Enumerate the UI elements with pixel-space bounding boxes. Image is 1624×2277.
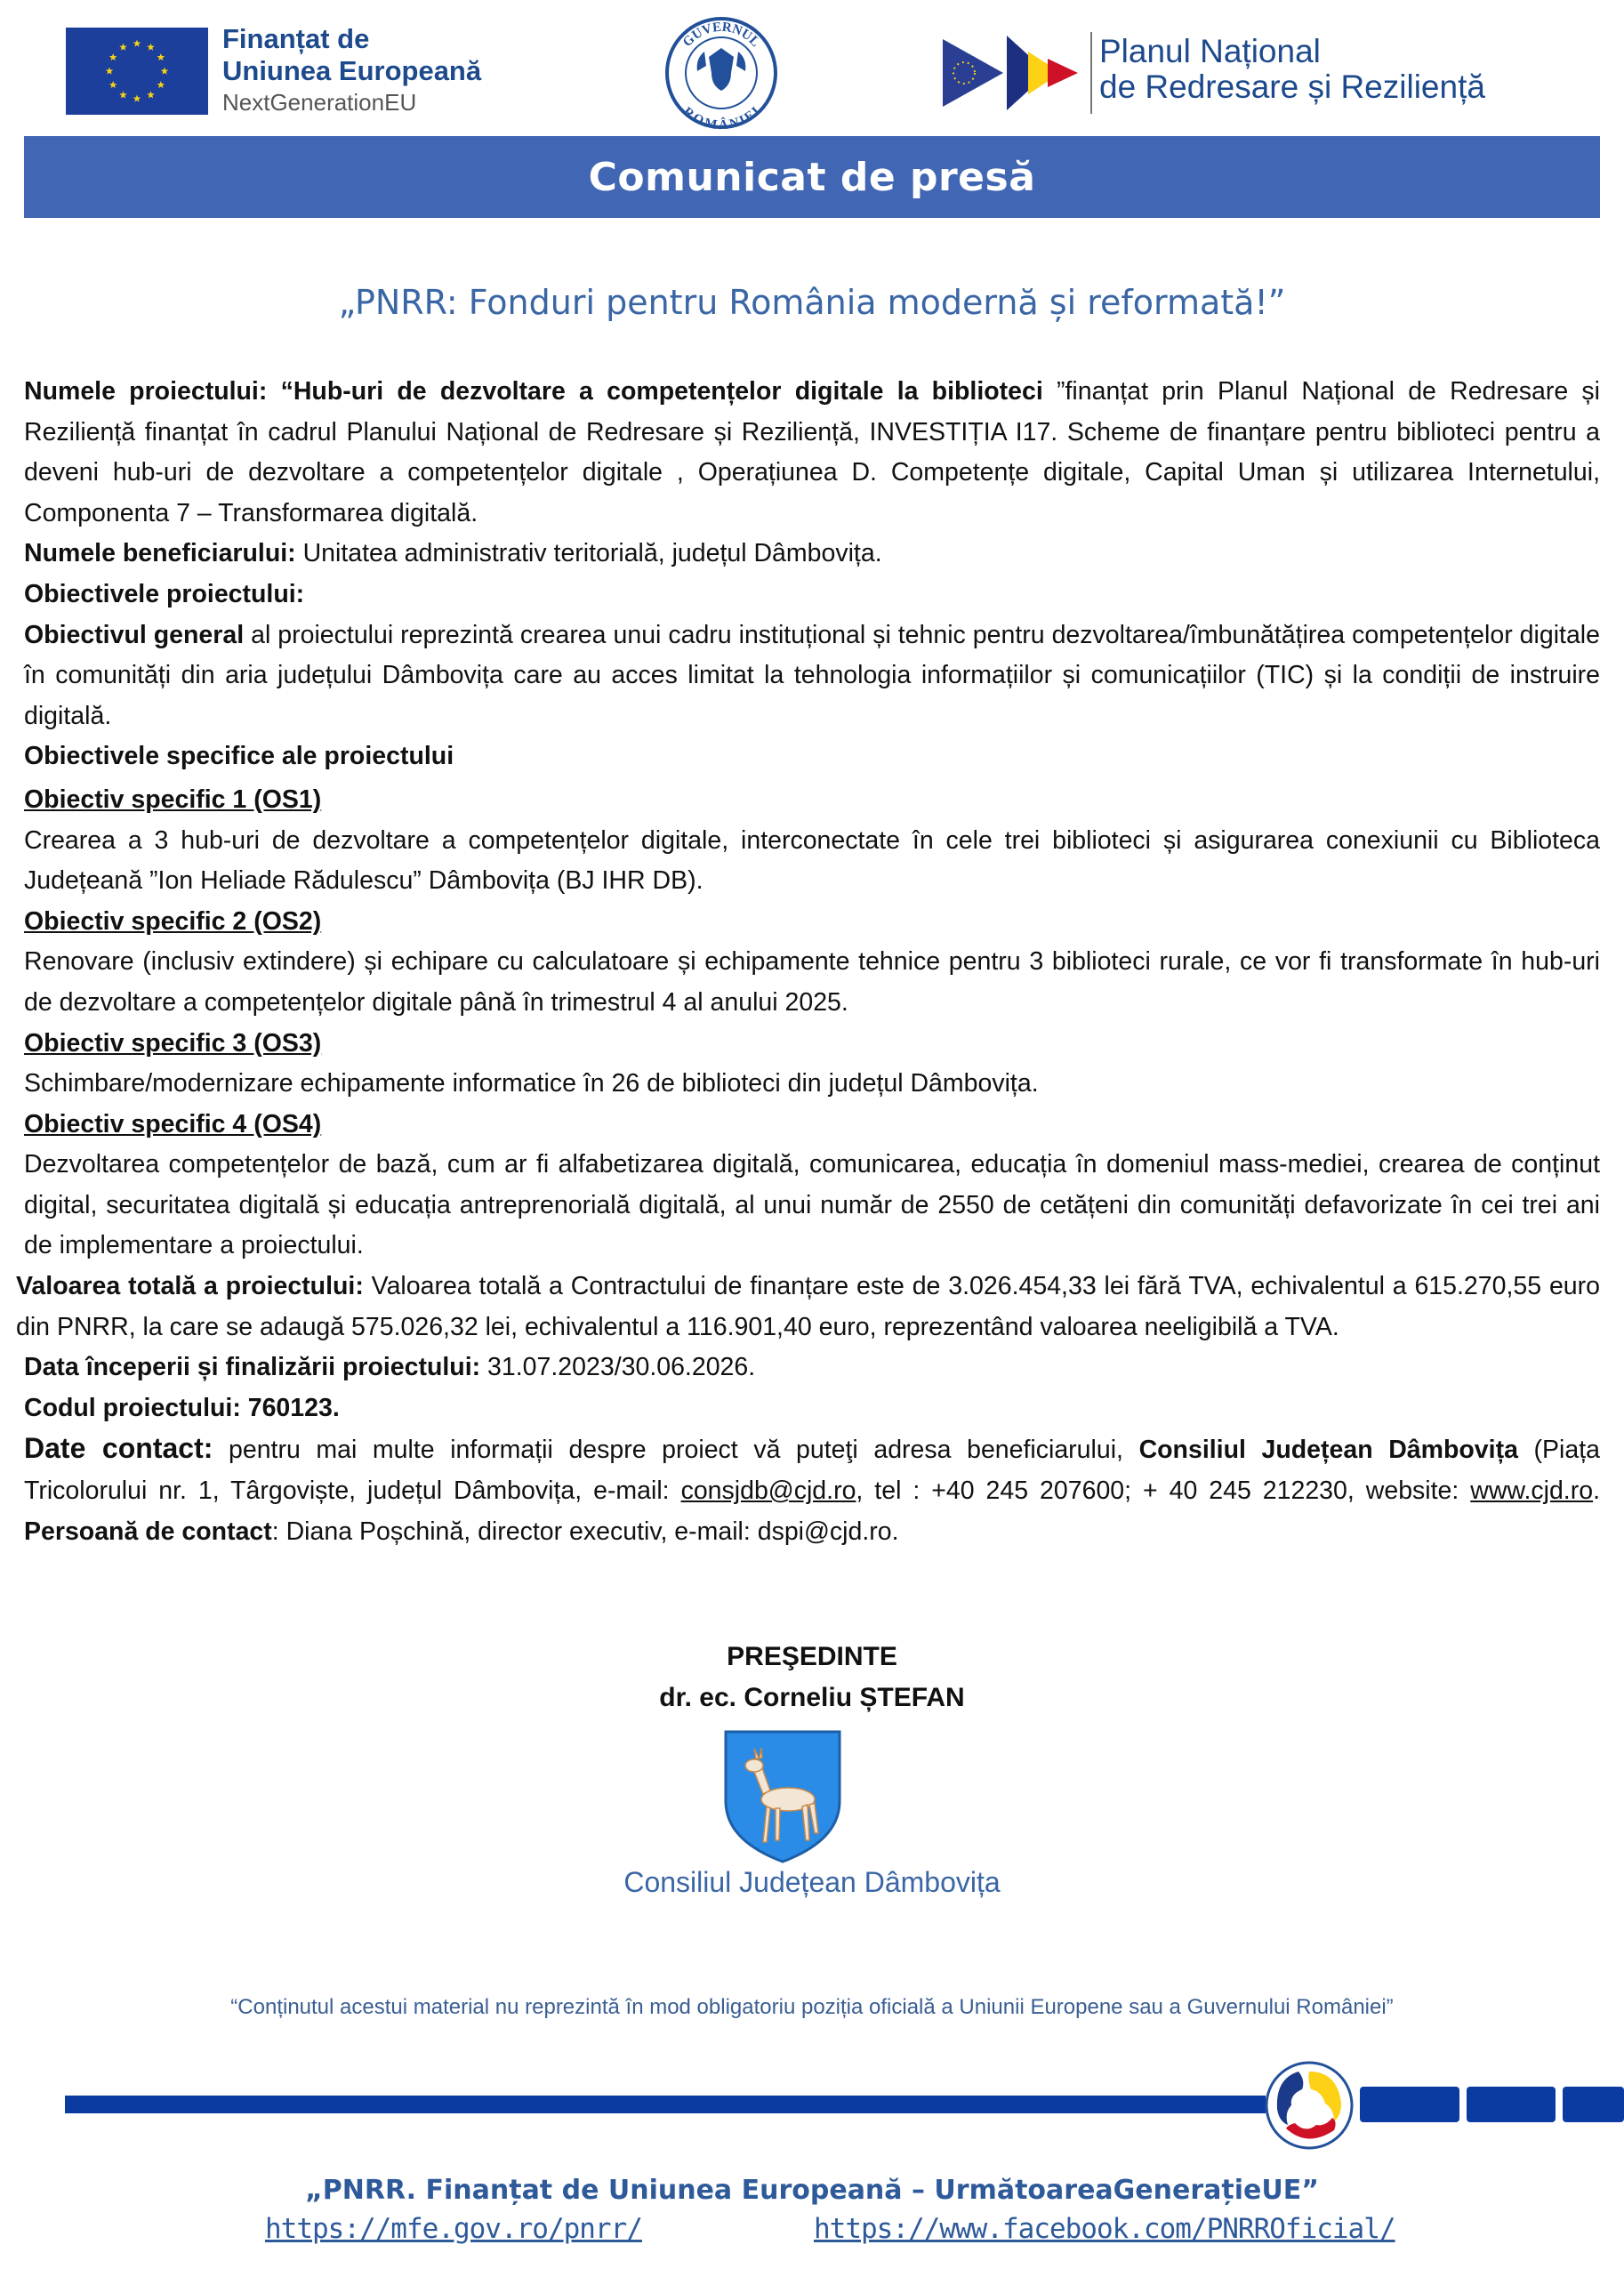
footer-segment-2 [1467, 2087, 1556, 2122]
dates-value: 31.07.2023/30.06.2026. [480, 1353, 756, 1382]
press-release-body [16, 372, 1600, 1552]
project-name-value: “Hub-uri de dezvoltare a competențelor digitale la biblioteci [280, 377, 1043, 406]
project-name-label: Numele proiectului: [24, 377, 268, 406]
contact-text-1: pentru mai multe informații despre proiect vă puteţi adresa beneficiarului, [213, 1436, 1139, 1465]
eu-star-icon [109, 81, 117, 88]
eu-star-icon [133, 40, 141, 47]
website-link[interactable]: www.cjd.ro [1470, 1476, 1594, 1506]
footer-segment-3 [1563, 2087, 1624, 2122]
beneficiary-value: Unitatea administrativ teritorială, județul Dâmbovița. [295, 539, 882, 568]
pnrr-arrow-logo [941, 32, 1092, 114]
eu-star-icon [106, 68, 114, 75]
beneficiary-label: Numele beneficiarului: [24, 539, 296, 568]
government-seal-logo [660, 16, 783, 130]
total-value-paragraph [16, 1267, 1600, 1348]
footer-slogan: „PNRR. Finanțat de Uniunea Europeană – UrmătoareaGenerațieUE” [305, 2175, 1319, 2206]
pnrr-logo-line2: de Redresare și Reziliență [1099, 68, 1485, 105]
eu-star-icon [147, 91, 155, 98]
project-name-paragraph [24, 372, 1600, 534]
banner-title: Comunicat de presă [588, 154, 1036, 200]
specific-objective-4-title [24, 1105, 1600, 1146]
mfe-pnrr-link[interactable]: https://mfe.gov.ro/pnrr/ [265, 2213, 642, 2245]
contact-paragraph [24, 1428, 1600, 1552]
eu-star-icon [133, 95, 141, 102]
pnrr-logo-text [1099, 34, 1485, 105]
contact-text-2: (Piața Tricolorului nr. 1, Târgoviște, județul Dâmbovița, e-mail: [24, 1436, 1600, 1506]
specific-objective-2-text: Renovare (inclusiv extindere) și echipare cu calculatoare și echipamente tehnice pentru 3 biblioteci rurale, ce vor fi transformate în hub-uri de dezvoltare a competențelor digitale până în trimestrul 4 al anului 2025. [24, 947, 1600, 1017]
pnrr-circle-logo-icon [1263, 2059, 1355, 2152]
project-name-description: ”finanțat prin Planul Național de Redresare și Reziliență finanțat în cadrul Planului Național de Redresare și Reziliență, INVESTIȚIA I17. Scheme de finanțare pentru biblioteci pentru a deveni hub-uri de dezvoltare a competențelor digitale , Operațiunea D. Competențe digitale, Capital Uman și utilizarea Internetului, Componenta 7 – Transformarea digitală. [24, 377, 1600, 527]
pnrr-logo-separator [1090, 32, 1092, 114]
specific-objective-3-text: Schimbare/modernizare echipamente informatice în 26 de biblioteci din județul Dâmbovița. [24, 1069, 1039, 1098]
total-value-text: Valoarea totală a Contractului de finanțare este de 3.026.454,33 lei fără TVA, echivalentul a 615.270,55 euro din PNRR, la care se adaugă 575.026,32 lei, echivalentul a 116.901,40 euro, reprezentând valoarea neeligibilă a TVA. [16, 1272, 1600, 1341]
contact-person-text: : Diana Poșchină, director executiv, e-mail: dspi@cjd.ro. [271, 1517, 899, 1546]
specific-objective-2-title [24, 902, 1600, 943]
contact-email-link[interactable]: consjdb@cjd.ro [680, 1476, 856, 1506]
council-name: Consiliul Județean Dâmbovița [623, 1866, 1001, 1898]
specific-objectives-heading: Obiectivele specifice ale proiectului [24, 742, 454, 771]
eu-star-icon [109, 53, 117, 60]
specific-objective-4-text: Dezvoltarea competențelor de bază, cum ar fi alfabetizarea digitală, comunicarea, educația în domeniul mass-mediei, crearea de conținut digital, securitatea digitală și educația antreprenorială digitală, al unui număr de 2550 de cetățeni din comunități defavorizate în cei trei ani de implementare a proiectului. [24, 1150, 1600, 1260]
dates-paragraph [24, 1348, 1600, 1388]
contact-organization: Consiliul Județean Dâmbovița [1138, 1436, 1518, 1465]
os1-title-text: Obiectiv specific 1 (OS1) [24, 784, 322, 814]
dambovita-coat-of-arms-icon [722, 1730, 843, 1863]
facebook-pnrr-link[interactable]: https://www.facebook.com/PNRROficial/ [814, 2213, 1395, 2245]
total-value-label: Valoarea totală a proiectului: [16, 1272, 364, 1301]
signature-title: PREŞEDINTE [727, 1642, 897, 1671]
os3-title-text: Obiectiv specific 3 (OS3) [24, 1028, 322, 1058]
eu-funding-logo-text [222, 23, 481, 117]
eu-logo-line2: Uniunea Europeană [222, 55, 482, 86]
eu-flag-logo [66, 28, 208, 115]
eu-star-icon [157, 81, 165, 88]
signature-name: dr. ec. Corneliu ȘTEFAN [659, 1683, 965, 1712]
general-objective-text: al proiectului reprezintă crearea unui cadru instituțional și tehnic pentru dezvoltarea/îmbunătățirea competențelor digitale în comunități din aria județului Dâmbovița care au acces limitat la tehnologia informațiilor și comunicațiilor (TIC) și la condiții de instruire digitală. [24, 620, 1600, 730]
eu-logo-line3: NextGenerationEU [222, 89, 417, 116]
dates-label: Data începerii și finalizării proiectului: [24, 1353, 481, 1382]
contact-person-label: Persoană de contact [24, 1517, 272, 1546]
beneficiary-paragraph [24, 534, 1600, 575]
eu-star-icon [119, 91, 127, 98]
pnrr-logo-line1: Planul Național [1099, 33, 1321, 69]
slogan-heading: „PNRR: Fonduri pentru România modernă și reformată!” [338, 283, 1286, 322]
contact-text-4: . [1593, 1476, 1600, 1506]
eu-star-icon [119, 44, 127, 51]
eu-star-icon [157, 53, 165, 60]
disclaimer-text: “Conținutul acestui material nu reprezintă în mod obligatoriu poziția oficială a Uniunii Europene sau a Guvernului României” [230, 1995, 1394, 2019]
objectives-heading: Obiectivele proiectului: [24, 579, 305, 608]
specific-objective-1-text: Crearea a 3 hub-uri de dezvoltare a competențelor digitale, interconectate în cele trei biblioteci și asigurarea conexiunii cu Biblioteca Județeană ”Ion Heliade Rădulescu” Dâmbovița (BJ IHR DB). [24, 825, 1600, 896]
project-code: Codul proiectului: 760123. [24, 1393, 340, 1422]
os4-title-text: Obiectiv specific 4 (OS4) [24, 1109, 322, 1138]
eu-logo-line1: Finanțat de [222, 23, 370, 54]
seal-top-text: GUVERNUL [679, 20, 763, 50]
press-release-banner [24, 136, 1600, 218]
footer-divider-line [65, 2096, 1266, 2113]
eu-star-icon [147, 44, 155, 51]
seal-bottom-text: ROMÂNIEI [679, 104, 763, 130]
eu-star-icon [161, 68, 169, 75]
signature-block [0, 1637, 1624, 1718]
contact-text-3: , tel : +40 245 207600; + 40 245 212230, website: [856, 1476, 1471, 1506]
general-objective-label: Obiectivul general [24, 620, 245, 649]
contact-label: Date contact: [24, 1432, 213, 1465]
specific-objective-3-title [24, 1024, 1600, 1065]
eu-stars-icon [66, 28, 208, 115]
specific-objective-1-title [24, 777, 1600, 821]
general-objective-paragraph [24, 616, 1600, 737]
footer-segment-1 [1360, 2087, 1459, 2122]
os2-title-text: Obiectiv specific 2 (OS2) [24, 906, 322, 936]
